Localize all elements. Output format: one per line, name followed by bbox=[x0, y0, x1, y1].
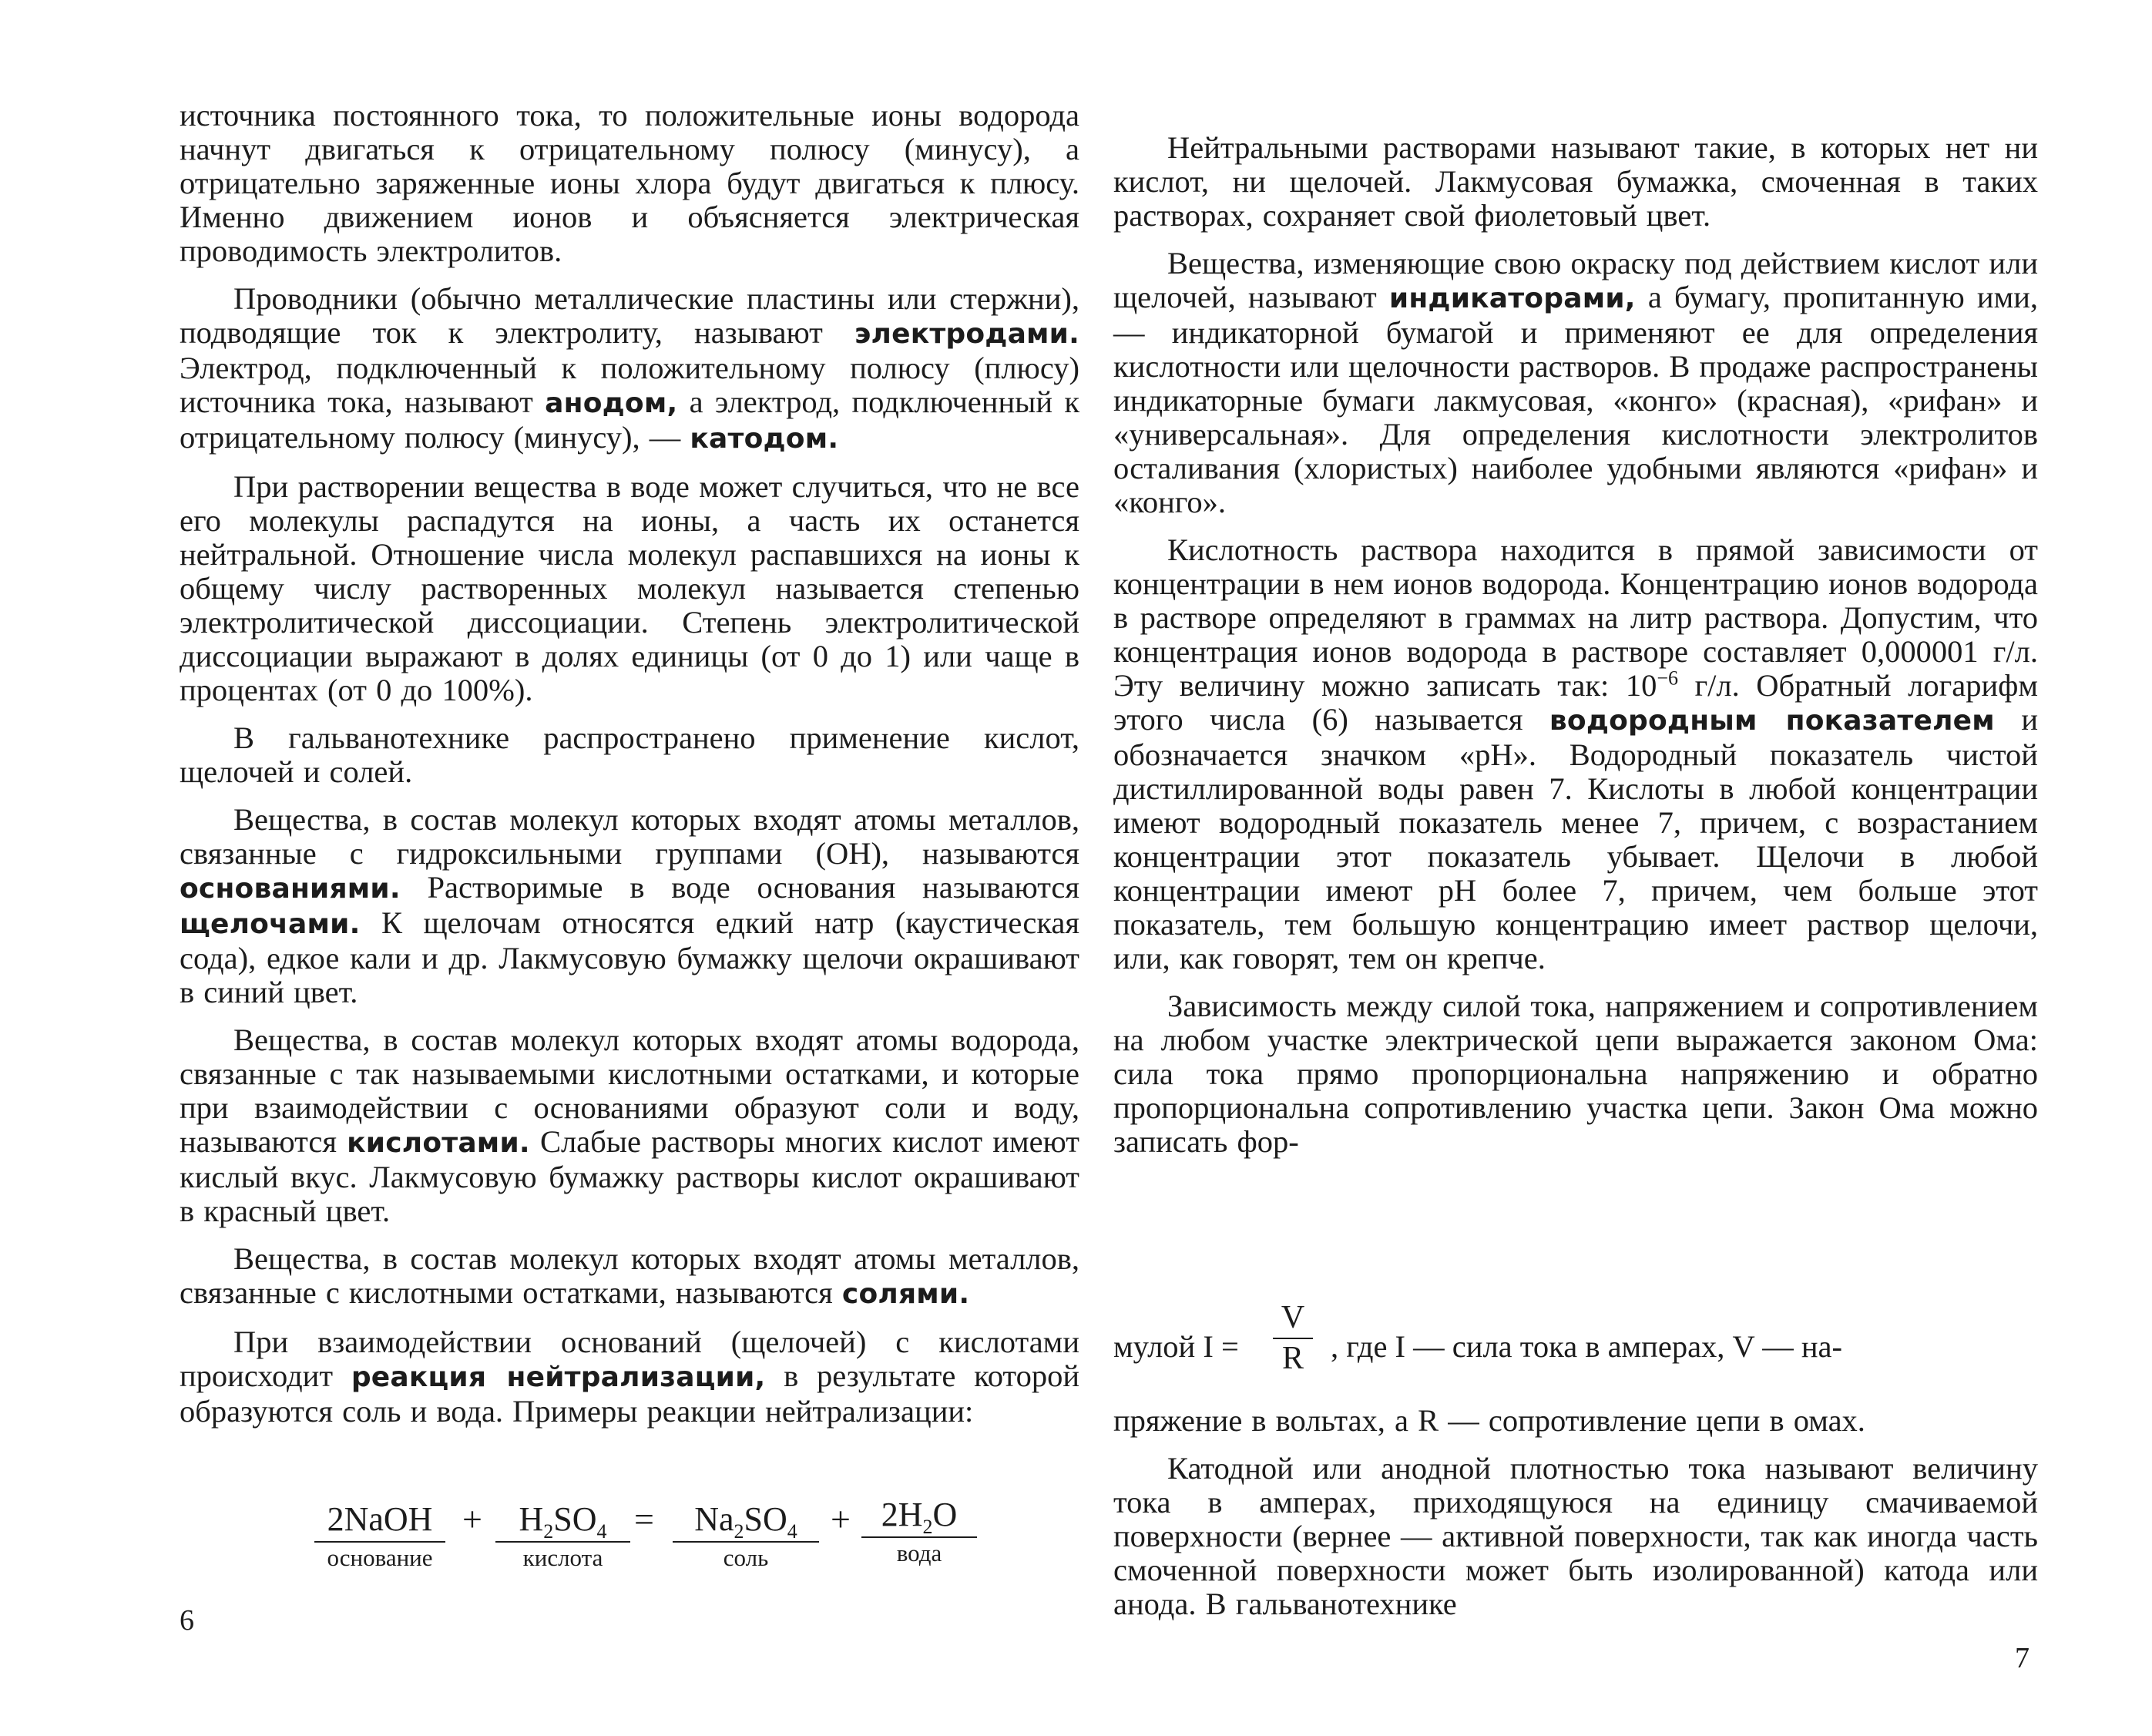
paragraph: Вещества, изменяющие свою окраску под действием кислот или щелочей, называют индикаторами, а бумагу, пропитанную ими, — индикаторной бумагой и применяют ее для определения кислотности или щелочности растворов. В продаже распространены индикаторные бумаги лакмусовая, «конго» (красная), «рифан» и «универсальная». Для определения кислотности электролитов осталивания (хлористых) наиболее удобными являются «рифан» и «конго». bbox=[1113, 246, 2039, 519]
paragraph: Вещества, в состав молекул которых входят атомы металлов, связанные с гидроксильными группами (OH), называются основаниями. Растворимые в воде основания называются щелочами. К щелочам относятся едкий натр (каустическая сода), едкое кали и др. Лакмусовую бумажку щелочи окрашивают в синий цвет. bbox=[180, 802, 1079, 1009]
equation-term bbox=[495, 1501, 630, 1573]
paragraph: Проводники (обычно металлические пластины или стержни), подводящие ток к электролиту, называют электродами. Электрод, подключенный к положительному полюсу (плюсу) источника тока, называют анодом, а электрод, подключенный к отрицательному полюсу (минусу), — катодом. bbox=[180, 281, 1079, 455]
bold-term: солями. bbox=[841, 1278, 970, 1310]
equation-plus: + bbox=[831, 1499, 851, 1539]
subscript: 2 bbox=[543, 1519, 554, 1543]
bold-term: кислотами. bbox=[347, 1127, 530, 1159]
paragraph: Кислотность раствора находится в прямой зависимости от концентрации в нем ионов водорода. Концентрацию ионов водорода в растворе определяют в граммах на литр раствора. Допустим, что концентрация ионов водорода в растворе составляет 0,000001 г/л. Эту величину можно записать так: $10^{-6}$ г/л. Обратный логарифм этого числа (6) называется водородным показателем и обозначается значком «pH». Водородный показатель чистой дистиллированной воды равен 7. Кислоты в любой концентрации имеют водородный показатель менее 7, причем, с возрастанием концентрации этот показатель убывает. Щелочи в любой концентрации имеют pH более 7, причем, чем больше этот показатель, тем большую концентрацию имеет раствор щелочи, или, как говорят, тем он крепче. bbox=[1113, 532, 2038, 975]
bold-term: катодом. bbox=[690, 423, 839, 455]
ohm-suffix: , где I — сила тока в амперах, V — на- bbox=[1331, 1329, 1842, 1364]
neutralization-equation bbox=[180, 1496, 1079, 1586]
ohm-fraction bbox=[1273, 1299, 1313, 1378]
paragraph: источника постоянного тока, то положительные ионы водорода начнут двигаться к отрицательному полюсу (минусу), а отрицательно заряженные ионы хлора будут двигаться к плюсу. Именно движением ионов и объясняется электрическая проводимость электролитов. bbox=[180, 98, 1079, 268]
ohm-prefix: мулой I = bbox=[1113, 1329, 1239, 1364]
page-number: 6 bbox=[180, 1604, 194, 1637]
equation-term bbox=[314, 1501, 445, 1573]
equation-term bbox=[673, 1501, 819, 1573]
paragraph: В гальванотехнике распространено применение кислот, щелочей и солей. bbox=[180, 720, 1079, 789]
paragraph: При взаимодействии оснований (щелочей) с кислотами происходит реакция нейтрализации, в результате которой образуются соль и вода. Примеры реакции нейтрализации: bbox=[180, 1325, 1079, 1429]
bold-term: щелочами. bbox=[180, 908, 361, 940]
equation-plus: + bbox=[462, 1499, 482, 1539]
left-page-text bbox=[180, 99, 1079, 1442]
right-page-text bbox=[1113, 131, 2038, 1173]
paragraph: Зависимость между силой тока, напряжением и сопротивлением на любом участке электрической цепи выражается законом Ома: сила тока прямо пропорциональна напряжению и обратно пропорциональна сопротивлению участка цепи. Закон Ома можно записать фор- bbox=[1113, 989, 2038, 1159]
ohms-law-formula bbox=[1113, 1299, 2038, 1384]
equation-label: вода bbox=[896, 1540, 942, 1566]
equation-formula: 2NaOH bbox=[314, 1501, 445, 1543]
bold-term: индикаторами, bbox=[1388, 283, 1636, 314]
right-page-text-continued bbox=[1113, 1404, 2038, 1635]
paragraph: Нейтральными растворами называют такие, в которых нет ни кислот, ни щелочей. Лакмусовая бумажка, смоченная в таких растворах, сохраняет свой фиолетовый цвет. bbox=[1113, 130, 2038, 233]
paragraph: Катодной или анодной плотностью тока называют величину тока в амперах, приходящуюся на единицу смачиваемой поверхности (вернее — активной поверхности, так как иногда часть смоченной поверхности может быть изолированной) катода или анода. В гальванотехнике bbox=[1113, 1451, 2038, 1621]
bold-term: электродами. bbox=[854, 318, 1079, 350]
bold-term: анодом, bbox=[545, 388, 678, 419]
bold-term: реакция нейтрализации, bbox=[351, 1362, 766, 1393]
fraction-denominator: R bbox=[1281, 1341, 1304, 1376]
subscript: 4 bbox=[596, 1519, 607, 1543]
paragraph: Вещества, в состав молекул которых входят атомы водорода, связанные с так называемыми кислотными остатками, и которые при взаимодействии с основаниями образуют соли и воду, называются кислотами. Слабые растворы многих кислот имеют кислый вкус. Лакмусовую бумажку растворы кислот окрашивают в красный цвет. bbox=[180, 1022, 1079, 1228]
subscript: 4 bbox=[787, 1519, 797, 1543]
paragraph: При растворении вещества в воде может случиться, что не все его молекулы распадутся на ионы, а часть их останется нейтральной. Отношение числа молекул распавшихся на ионы к общему числу растворенных молекул называется степенью электролитической диссоциации. Степень электролитической диссоциации выражают в долях единицы (от 0 до 1) или чаще в процентах (от 0 до 100%). bbox=[180, 469, 1079, 707]
equation-formula: $2H_2O$ bbox=[861, 1496, 977, 1538]
equation-formula: $Na_2SO_4$ bbox=[673, 1501, 819, 1543]
equation-label: соль bbox=[723, 1544, 769, 1571]
paragraph: Вещества, в состав молекул которых входят атомы металлов, связанные с кислотными остатками, называются солями. bbox=[180, 1241, 1079, 1310]
equation-label: основание bbox=[327, 1544, 433, 1571]
bold-term: водородным показателем bbox=[1549, 705, 1995, 737]
superscript: −6 bbox=[1657, 667, 1679, 690]
equation-label: кислота bbox=[522, 1544, 603, 1571]
equation-formula: $H_2SO_4$ bbox=[495, 1501, 630, 1543]
page-number: 7 bbox=[2015, 1642, 2029, 1674]
fraction-numerator: V bbox=[1273, 1299, 1313, 1339]
equation-term bbox=[861, 1496, 977, 1569]
subscript: 2 bbox=[734, 1519, 744, 1543]
paragraph: пряжение в вольтах, а R — сопротивление цепи в омах. bbox=[1113, 1403, 1865, 1438]
bold-term: основаниями. bbox=[180, 873, 401, 905]
equation-equals: = bbox=[634, 1499, 654, 1539]
subscript: 2 bbox=[922, 1515, 933, 1538]
